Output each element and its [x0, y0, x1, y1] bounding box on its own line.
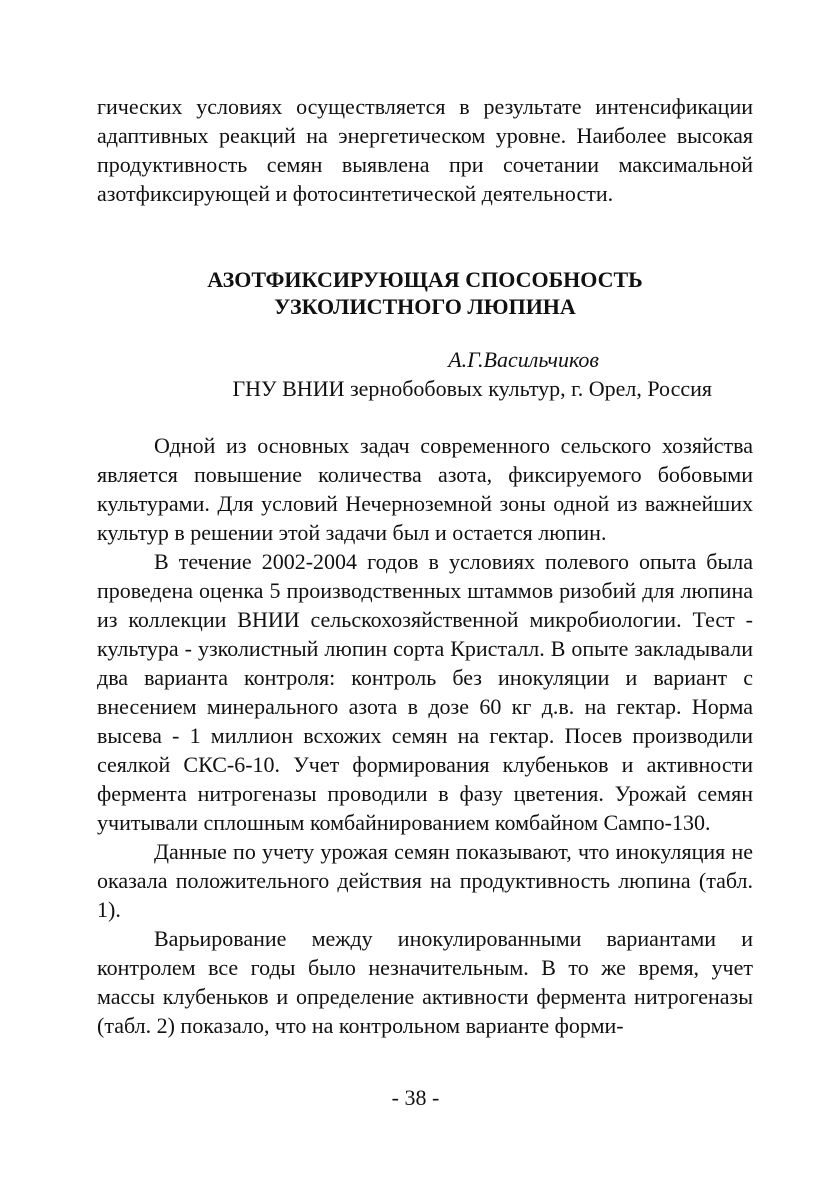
body-paragraph-2: В течение 2002-2004 годов в условиях полевого опыта была проведена оценка 5 производственных штаммов ризобий для люпина из коллекции ВНИИ сельскохозяйственной микробиологии. Тест - культура - узколистный люпин сорта Кристалл. В опыте закладывали два варианта контроля: контроль без инокуляции и вариант с внесением минерального азота в дозе 60 кг д.в. на гектар. Норма высева - 1 миллион всхожих семян на гектар. Посев производили сеялкой СКС-6-10. Учет формирования клубеньков и активности фермента нитрогеназы проводили в фазу цветения. Урожай семян учитывали сплошным комбайнированием комбайном Сампо-130. — [97, 549, 753, 835]
article-title-line-1: АЗОТФИКСИРУЮЩАЯ СПОСОБНОСТЬ — [207, 267, 643, 292]
author-name: А.Г.Васильчиков — [448, 347, 599, 372]
page-number: - 38 - — [391, 1085, 440, 1110]
intro-paragraph: гических условиях осуществляется в результате интенсификации адаптивных реакций на энергетическом уровне. Наиболее высокая продуктивность семян выявлена при сочетании максимальной азотфиксирующей и фотосинтетической деятельности. — [97, 94, 753, 206]
page-content — [97, 92, 753, 1040]
article-title-line-2: УЗКОЛИСТНОГО ЛЮПИНА — [274, 294, 576, 319]
article-title — [97, 266, 753, 320]
body-paragraph-4: Варьирование между инокулированными вариантами и контролем все годы было незначительным. В то же время, учет массы клубеньков и определение активности фермента нитрогеназы (табл. 2) показало, что на контрольном варианте форми- — [97, 926, 753, 1038]
body-paragraph-3: Данные по учету урожая семян показывают, что инокуляция не оказала положительного действия на продуктивность люпина (табл. 1). — [97, 839, 753, 922]
body-paragraph-1: Одной из основных задач современного сельского хозяйства является повышение количества азота, фиксируемого бобовыми культурами. Для условий Нечерноземной зоны одной из важнейших культур в решении этой задачи был и остается люпин. — [97, 433, 753, 545]
article-body — [97, 431, 753, 1040]
author-affiliation: ГНУ ВНИИ зернобобовых культур, г. Орел, Россия — [232, 376, 712, 401]
